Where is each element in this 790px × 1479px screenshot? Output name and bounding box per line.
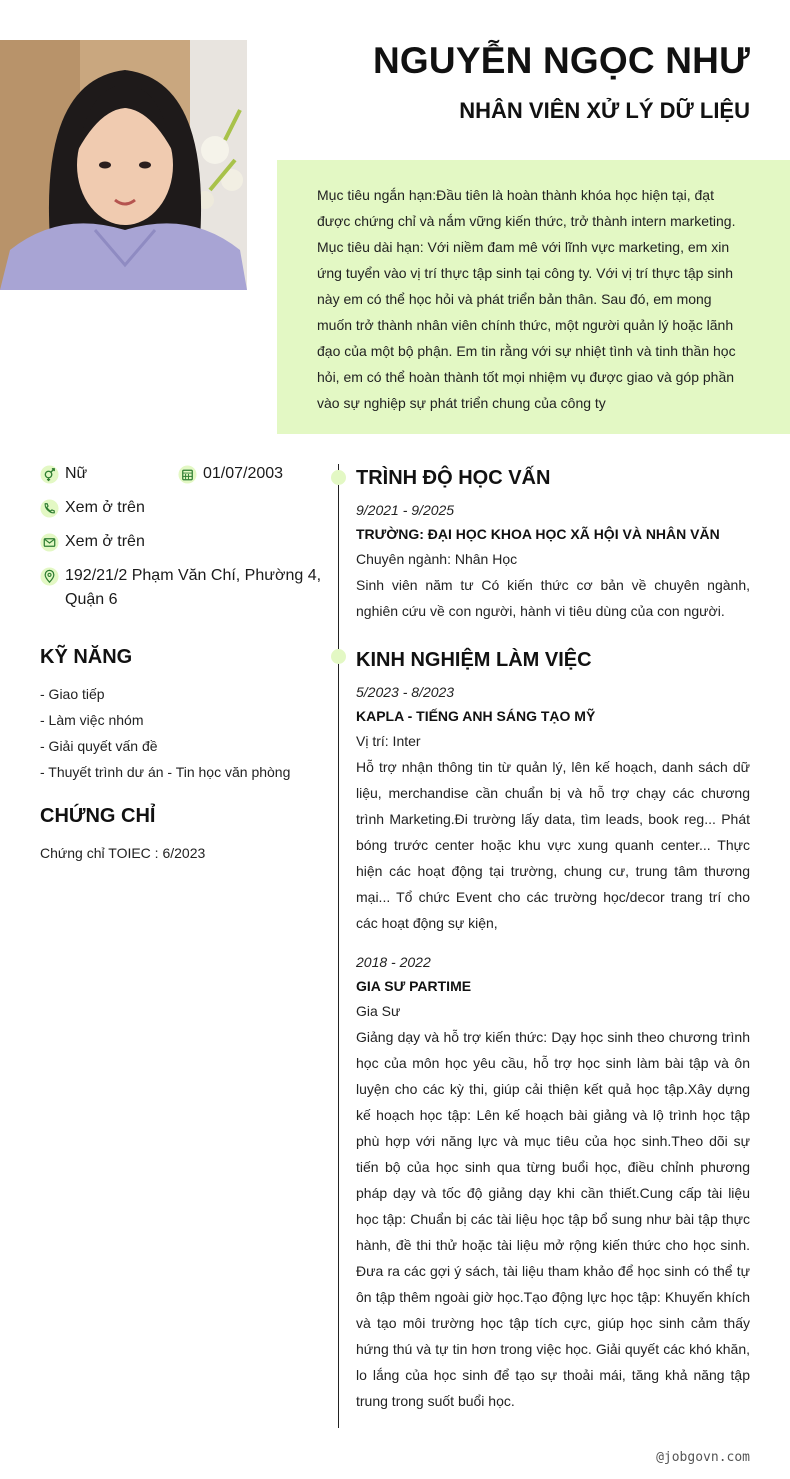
education-section — [356, 464, 750, 624]
birthday-value: 01/07/2003 — [203, 465, 284, 482]
objective-box — [277, 160, 790, 434]
job-entry — [356, 950, 750, 1414]
job-position: Gia Sư — [356, 1003, 401, 1019]
certificates-section — [40, 805, 330, 866]
address-value: 192/21/2 Phạm Văn Chí, Phường 4, Quận 6 — [65, 567, 322, 608]
skills-title: KỸ NĂNG — [40, 646, 133, 668]
job-description: Giảng dạy và hỗ trợ kiến thức: Dạy học sinh theo chương trình học của môn học yêu cầu, hỗ trợ học sinh làm bài tập và ôn luyện cho các kỳ thi, giúp cải thiện kết quả học tập.Xây dựng kế hoạch học tập: Lên kế hoạch bài giảng và lộ trình học tập phù hợp với năng lực và mục tiêu của học sinh.Theo dõi sự tiến bộ của học sinh qua từng buổi học, điều chỉnh phương pháp dạy và tốc độ giảng dạy khi cần thiết.Cung cấp tài liệu học tập: Chuẩn bị các tài liệu học tập bổ sung như bài tập thực hành, đề thi thử hoặc tài liệu mở rộng kiến thức cho học sinh. Đưa ra các gợi ý sách, tài liệu tham khảo để học sinh có thể tự ôn tập thêm ngoài giờ học.Tạo động lực học tập: Khuyến khích và tạo môi trường học tập tích cực, giúp học sinh cảm thấy hứng thú và tự tin hơn trong việc học. Giải quyết các khó khăn, lo lắng của học sinh để tạo sự thoải mái, tăng khả năng tập trung trong suốt buổi học. — [356, 1029, 750, 1409]
job-position: Vị trí: Inter — [356, 733, 421, 749]
job-entry — [356, 680, 750, 936]
major: Chuyên ngành: Nhân Học — [356, 551, 518, 567]
phone-icon — [40, 499, 59, 518]
job-company: GIA SƯ PARTIME — [356, 978, 472, 994]
certificates-title: CHỨNG CHỈ — [40, 805, 156, 827]
skill-item: - Giải quyết vấn đề — [40, 738, 158, 754]
job-company: KAPLA - TIẾNG ANH SÁNG TẠO MỸ — [356, 708, 596, 724]
main-column — [356, 464, 750, 1414]
objective-text: Mục tiêu ngắn hạn:Đầu tiên là hoàn thành khóa học hiện tại, đạt được chứng chỉ và nắm vững kiến thức, trở thành intern marketing. Mục tiêu dài hạn: Với niềm đam mê với lĩnh vực marketing, em xin ứng tuyển vào vị trí thực tập sinh tại công ty. Với vị trí thực tập sinh này em có thể học hỏi và phát triển bản thân. Sau đó, em mong muốn trở thành nhân viên chính thức, một người quản lý hoặc lãnh đạo của một bộ phận. Em tin rằng với sự nhiệt tình và tinh thần học hỏi, em có thể hoàn thành tốt mọi nhiệm vụ được giao và góp phần vào sự nghiệp sự phát triển chung của công ty — [317, 187, 736, 411]
contact-info — [40, 462, 330, 622]
profile-photo — [0, 40, 247, 290]
school-name: TRƯỜNG: ĐẠI HỌC KHOA HỌC XÃ HỘI VÀ NHÂN VĂN — [356, 526, 720, 542]
timeline-line — [338, 464, 339, 1428]
education-description: Sinh viên năm tư Có kiến thức cơ bản về chuyên ngành, nghiên cứu về con người, hành vi tiêu dùng của con người. — [356, 577, 750, 619]
skill-item: - Giao tiếp — [40, 686, 105, 702]
timeline-dot-experience — [331, 649, 346, 664]
skills-section — [40, 646, 330, 785]
experience-section — [356, 646, 750, 1414]
job-description: Hỗ trợ nhận thông tin từ quản lý, lên kế hoạch, danh sách dữ liệu, merchandise cần chuẩn bị và hỗ trợ chạy các chương trình Marketing.Đi trường lấy data, tìm leads, book reg... Phát bóng trước center hoặc khu vực xung quanh center... Thực hiện các hoạt động tại trường, chung cư, trung tâm thương mại... Tổ chức Event cho các trường học/decor trang trí cho các hoạt động sự kiện, — [356, 759, 750, 931]
gender-icon — [40, 465, 59, 484]
gender-value: Nữ — [65, 465, 88, 482]
phone-value: Xem ở trên — [65, 499, 145, 516]
education-period: 9/2021 - 9/2025 — [356, 502, 455, 518]
skill-item: - Làm việc nhóm — [40, 712, 144, 728]
calendar-icon — [178, 465, 197, 484]
timeline-dot-education — [331, 470, 346, 485]
watermark-footer: @jobgovn.com — [656, 1450, 750, 1465]
job-title: NHÂN VIÊN XỬ LÝ DỮ LIỆU — [459, 98, 750, 123]
education-title: TRÌNH ĐỘ HỌC VẤN — [356, 467, 551, 489]
certificate-item: Chứng chỉ TOIEC : 6/2023 — [40, 845, 206, 861]
location-icon — [40, 567, 59, 586]
skill-item: - Thuyết trình dư án - Tin học văn phòng — [40, 764, 291, 780]
job-period: 2018 - 2022 — [356, 954, 431, 970]
email-icon — [40, 533, 59, 552]
email-value: Xem ở trên — [65, 533, 145, 550]
job-period: 5/2023 - 8/2023 — [356, 684, 455, 700]
candidate-name: NGUYỄN NGỌC NHƯ — [373, 40, 750, 81]
experience-title: KINH NGHIỆM LÀM VIỆC — [356, 649, 592, 671]
